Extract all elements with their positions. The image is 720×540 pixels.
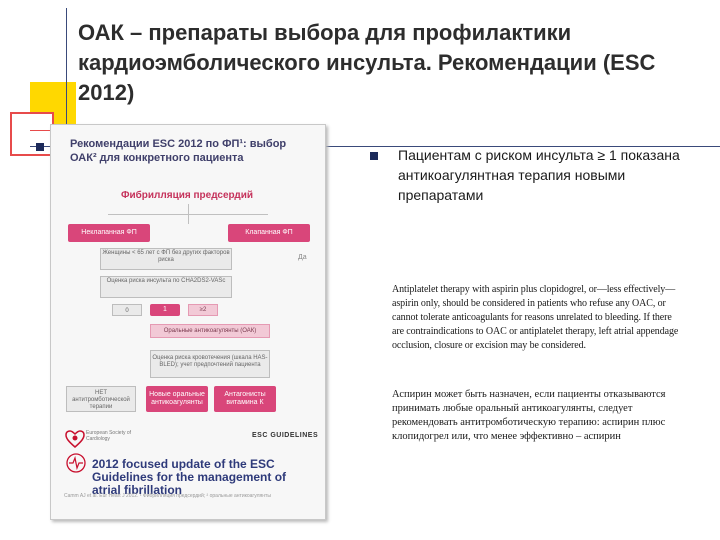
score-1-box: 1 [150, 304, 180, 316]
english-quote: Antiplatelet therapy with aspirin plus clopidogrel, or—less effectively—aspirin only, should be considered in patients who refuse any OAC, or cannot tolerate anticoagulants for reasons unrelated to bleeding. If there are contraindications to OAC or antiplatelet therapy, left atrial appendage occlusion, closure or excision may be considered. [392, 284, 679, 351]
bleeding-risk-box: Оценка риска кровотечения (шкала HAS-BLED); учет предпочтений пациента [150, 350, 270, 378]
stroke-risk-box: Оценка риска инсульта по CHA2DS2-VASc [100, 276, 232, 298]
nonvalvular-af-box: Неклапанная ФП [68, 224, 150, 242]
score-0-box: 0 [112, 304, 142, 316]
document-subheading: Фибрилляция предсердий [120, 190, 254, 201]
document-footer-title: 2012 focused update of the ESC Guidelines for the management of atrial fibrillation [92, 457, 287, 497]
document-footnote: Camm AJ et al. Eur Heart J 2012. ¹ Фибрилляция предсердий; ² оральные антикоагулянты [64, 493, 271, 499]
oral-anticoagulants-box: Оральные антикоагулянты (ОАК) [150, 324, 270, 338]
new-oac-box: Новые оральные антикоагулянты [146, 386, 208, 412]
bullet-text: Пациентам с риском инсульта ≥ 1 показана антикоагулянтная терапия новыми препаратами [398, 147, 680, 203]
flow-connector [108, 214, 268, 215]
ehra-logo-icon [64, 452, 88, 474]
esc-heart-logo-icon [64, 428, 86, 450]
slide-title: ОАК – препараты выбора для профилактики кардиоэмболического инсульта. Рекомендации (ESC 2012) [78, 20, 656, 105]
russian-translation: Аспирин может быть назначен, если пациенты отказываются принимать любые оральный антикоагулянты, следует рекомендовать антитромботическую терапию: аспирин плюс клопидогрел или, что менее эффективно – аспирин [392, 389, 666, 442]
decor-bullet-square [36, 143, 44, 151]
no-therapy-box: НЕТ антитромботической терапии [66, 386, 136, 412]
document-heading: Рекомендации ESC 2012 по ФП¹: выбор ОАК² для конкретного пациента [70, 138, 287, 164]
esc-guidelines-label: ESC GUIDELINES [252, 432, 319, 439]
vka-box: Антагонисты витамина К [214, 386, 276, 412]
women-under-65-box: Женщины < 65 лет с ФП без других факторов риска [100, 248, 232, 270]
valvular-af-box: Клапанная ФП [228, 224, 310, 242]
decor-red-square [10, 112, 54, 156]
bullet-marker [370, 152, 378, 160]
yes-label: Да [298, 254, 307, 261]
esc-society-name: European Society of Cardiology [86, 430, 132, 442]
score-2-box: ≥2 [188, 304, 218, 316]
